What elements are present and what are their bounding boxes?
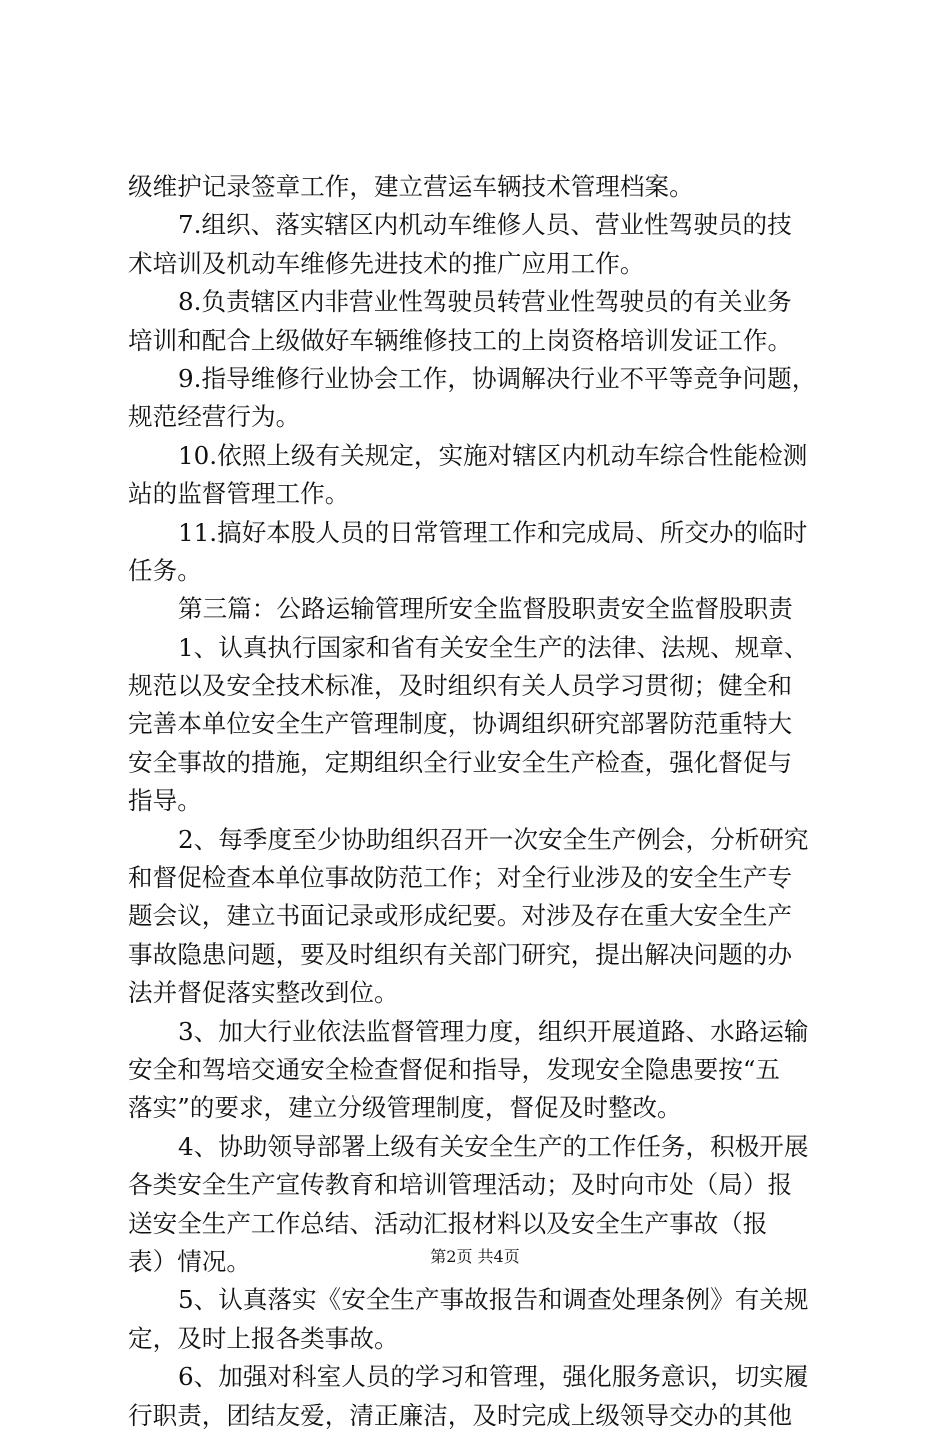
page-footer: 第2页 共4页 <box>430 1247 520 1266</box>
text-line: 7.组织、落实辖区内机动车维修人员、营业性驾驶员的技 <box>178 210 792 240</box>
text-line: 定，及时上报各类事故。 <box>128 1323 399 1353</box>
text-line: 安全和驾培交通安全检查督促和指导，发现安全隐患要按“五 <box>128 1054 781 1084</box>
text-line: 6、加强对科室人员的学习和管理，强化服务意识，切实履 <box>178 1362 809 1392</box>
text-line: 表）情况。 <box>128 1246 251 1276</box>
text-line: 站的监督管理工作。 <box>128 479 350 509</box>
text-line: 指导。 <box>128 786 202 816</box>
text-line: 规范以及安全技术标准，及时组织有关人员学习贯彻；健全和 <box>128 671 793 701</box>
text-line: 落实”的要求，建立分级管理制度，督促及时整改。 <box>128 1093 682 1123</box>
text-line: 题会议，建立书面记录或形成纪要。对涉及存在重大安全生产 <box>128 901 793 931</box>
text-line: 法并督促落实整改到位。 <box>128 978 399 1008</box>
text-line: 送安全生产工作总结、活动汇报材料以及安全生产事故（报 <box>128 1208 768 1238</box>
text-line: 培训和配合上级做好车辆维修技工的上岗资格培训发证工作。 <box>128 325 793 355</box>
text-line: 安全事故的措施，定期组织全行业安全生产检查，强化督促与 <box>128 747 793 777</box>
text-line: 9.指导维修行业协会工作，协调解决行业不平等竞争问题， <box>178 363 817 393</box>
text-line: 1、认真执行国家和省有关安全生产的法律、法规、规章、 <box>178 632 809 662</box>
text-line: 完善本单位安全生产管理制度，协调组织研究部署防范重特大 <box>128 709 793 739</box>
text-line: 和督促检查本单位事故防范工作；对全行业涉及的安全生产专 <box>128 863 793 893</box>
text-line: 级维护记录签章工作，建立营运车辆技术管理档案。 <box>128 172 694 201</box>
text-line: 第三篇：公路运输管理所安全监督股职责安全监督股职责 <box>178 594 793 624</box>
text-line: 8.负责辖区内非营业性驾驶员转营业性驾驶员的有关业务 <box>178 287 792 317</box>
text-line: 行职责，团结友爱，清正廉洁，及时完成上级领导交办的其他 <box>128 1400 793 1430</box>
text-line: 术培训及机动车维修先进技术的推广应用工作。 <box>128 248 645 278</box>
text-line: 任务。 <box>128 555 202 585</box>
text-line: 规范经营行为。 <box>128 402 301 432</box>
text-line: 各类安全生产宣传教育和培训管理活动；及时向市处（局）报 <box>128 1170 793 1200</box>
document-body <box>128 168 834 1435</box>
text-line: 5、认真落实《安全生产事故报告和调查处理条例》有关规 <box>178 1285 809 1315</box>
text-line: 4、协助领导部署上级有关安全生产的工作任务，积极开展 <box>178 1131 809 1161</box>
text-line: 3、加大行业依法监督管理力度，组织开展道路、水路运输 <box>178 1016 809 1046</box>
text-line: 10.依照上级有关规定，实施对辖区内机动车综合性能检测 <box>178 440 808 470</box>
text-line: 事故隐患问题，要及时组织有关部门研究，提出解决问题的办 <box>128 939 793 969</box>
text-line: 2、每季度至少协助组织召开一次安全生产例会，分析研究 <box>178 824 809 854</box>
text-line: 11.搞好本股人员的日常管理工作和完成局、所交办的临时 <box>178 517 808 547</box>
